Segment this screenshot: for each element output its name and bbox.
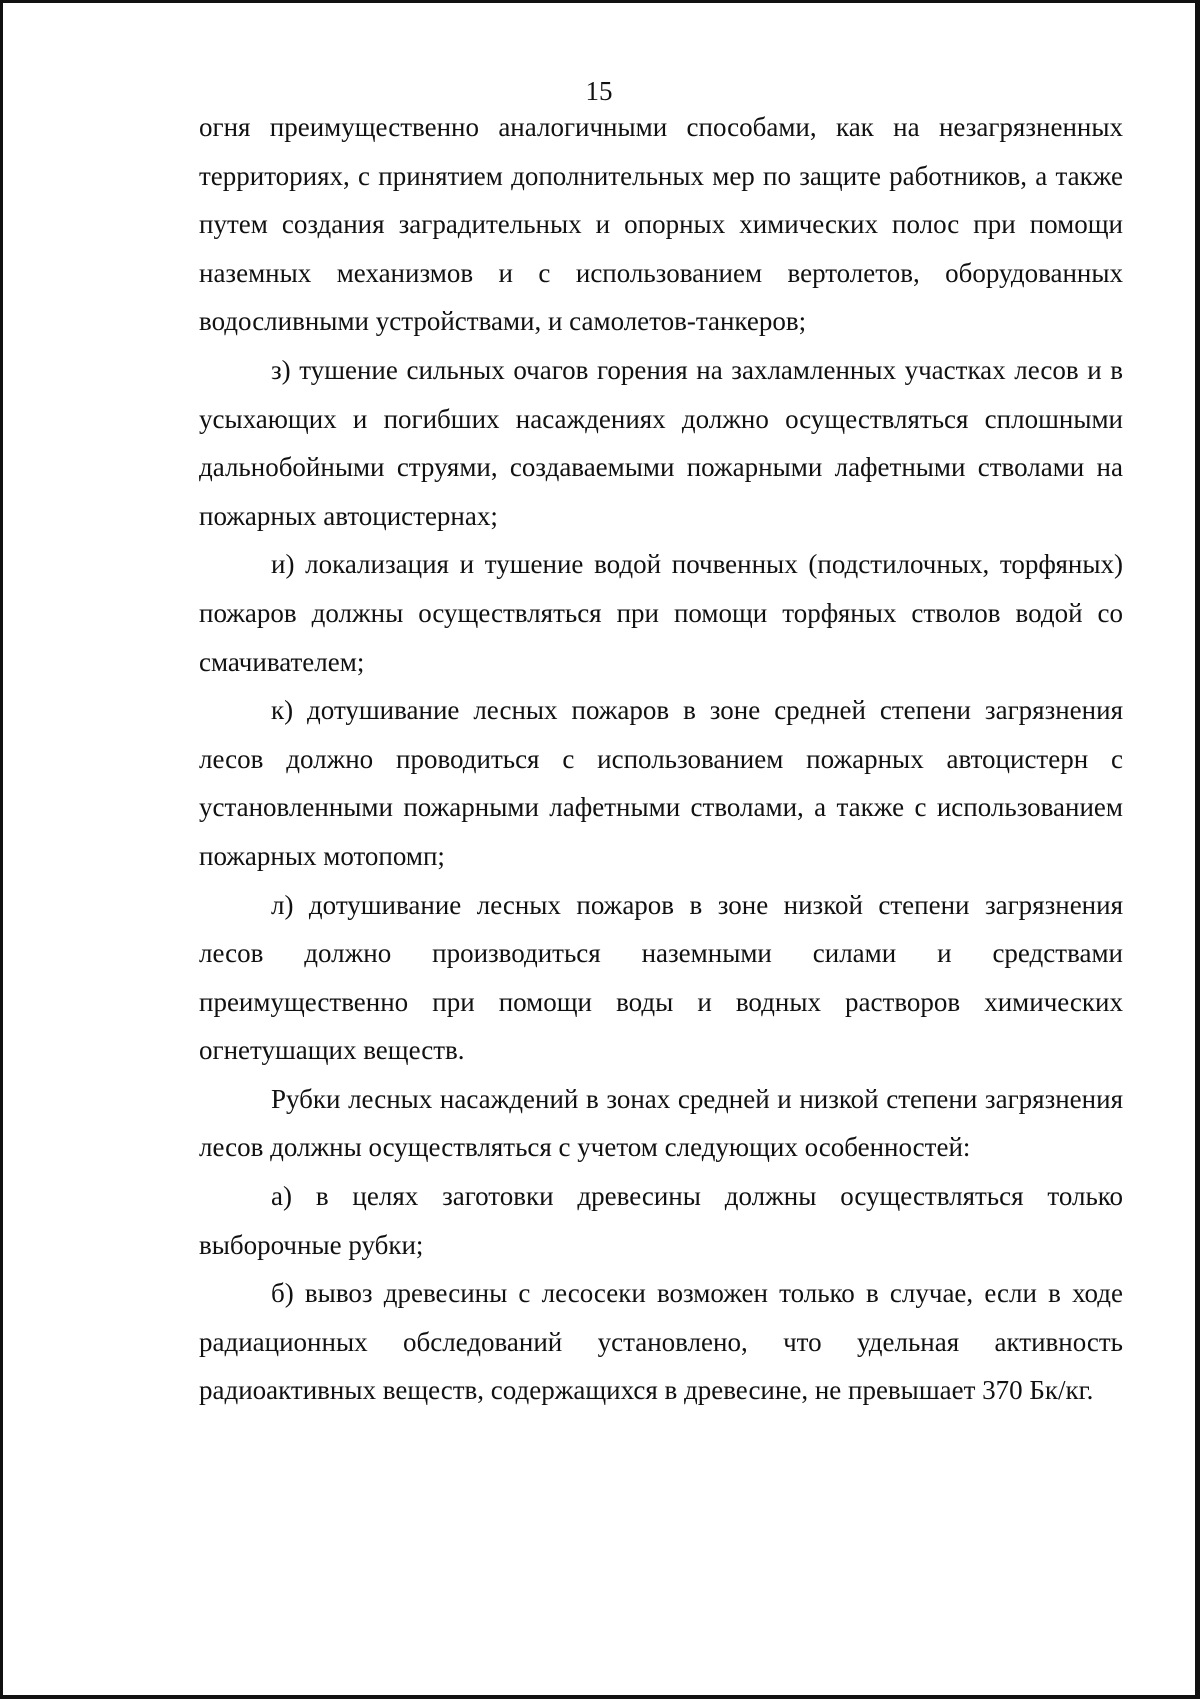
paragraph-logging-intro: Рубки лесных насаждений в зонах средней и низкой степени загрязнения лесов должны осуществляться с учетом следующих особенностей: [199, 1083, 1123, 1163]
page-number: 15 [585, 76, 613, 106]
paragraph-item-b: б) вывоз древесины с лесосеки возможен только в случае, если в ходе радиационных обследований установлено, что удельная активность радиоактивных веществ, содержащихся в древесине, не превышает 370 Бк/кг. [199, 1278, 1123, 1406]
paragraph-item-l: л) дотушивание лесных пожаров в зоне низкой степени загрязнения лесов должно производиться наземными силами и средствами преимущественно при помощи воды и водных растворов химических огнетушащих веществ. [199, 889, 1123, 1066]
paragraph-item-i: и) локализация и тушение водой почвенных (подстилочных, торфяных) пожаров должны осуществляться при помощи торфяных стволов водой со смачивателем; [199, 549, 1123, 677]
document-body [199, 103, 1123, 1415]
paragraph-continuation: огня преимущественно аналогичными способами, как на незагрязненных территориях, с принятием дополнительных мер по защите работников, а также путем создания заградительных и опорных химических полос при помощи наземных механизмов и с использованием вертолетов, оборудованных водосливными устройствами, и самолетов-танкеров; [199, 112, 1123, 337]
paragraph-item-a: а) в целях заготовки древесины должны осуществляться только выборочные рубки; [199, 1181, 1123, 1260]
paragraph-item-z: з) тушение сильных очагов горения на захламленных участках лесов и в усыхающих и погибших насаждениях должно осуществляться сплошными дальнобойными струями, создаваемыми пожарными лафетными стволами на пожарных автоцистернах; [199, 354, 1123, 531]
paragraph-item-k: к) дотушивание лесных пожаров в зоне средней степени загрязнения лесов должно проводиться с использованием пожарных автоцистерн с установленными пожарными лафетными стволами, а также с использованием пожарных мотопомп; [199, 695, 1123, 871]
